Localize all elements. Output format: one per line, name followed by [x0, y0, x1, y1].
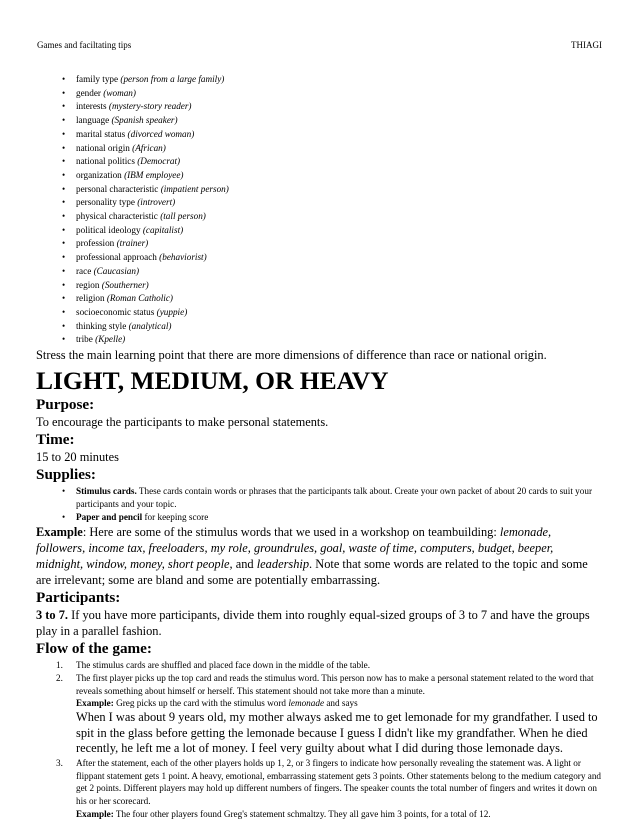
purpose-heading: Purpose: — [36, 396, 95, 414]
flow-steps — [36, 659, 602, 820]
list-item: • Stimulus cards. These cards contain words or phrases that the participants talk about. Create your own packet of about 20 cards to suit your participants and your topic. — [64, 485, 602, 511]
example-story: When I was about 9 years old, my mother always asked me to get lemonade for my grandfather. I used to spit in the glass before getting the lemonade because I guess I didn't like my grandfather. When he died recently, he left me a lot of money. I feel very guilty about what I did during those lemonade days. — [76, 709, 598, 756]
list-item: 3. After the statement, each of the other players holds up 1, 2, or 3 fingers to indicate how personally revealing the statement was. A light or flippant statement gets 1 point. A heavy, emotional, embarrassing statement gets 3 points. Other statements belong to the medium category and get 2 points. Different players may hold up different numbers of fingers. The speaker counts the total number of fingers and writes it down on his or her scorecard. Example: The four other players found Greg's statement schmaltzy. They all gave him 3 points, for a total of 12. — [56, 758, 602, 819]
example-paragraph: Example: Here are some of the stimulus words that we used in a workshop on teambuilding: lemonade, followers, income tax, freeloaders, my role, groundrules, goal, waste of time, computers, budget, beeper, midnight, window, money, short people, and leadership. Note that some words are related to the topic and some are irrelevant; some are bland and some are potentially embarrassing. — [36, 525, 588, 588]
participants-text: 3 to 7. If you have more participants, divide them into roughly equal-sized groups of 3 to 7 and have the groups play in a parallel fashion. — [36, 608, 590, 639]
list-item: • region (Southerner) — [64, 279, 602, 293]
list-item: • interests (mystery-story reader) — [64, 100, 602, 114]
supplies-list — [36, 485, 602, 523]
list-item: • physical characteristic (tall person) — [64, 210, 602, 224]
list-item: 1. The stimulus cards are shuffled and placed face down in the middle of the table. — [56, 660, 370, 671]
list-item: • socioeconomic status (yuppie) — [64, 306, 602, 320]
list-item: • Paper and pencil for keeping score — [64, 511, 602, 524]
header-right: THIAGI — [571, 40, 602, 50]
list-item: • thinking style (analytical) — [64, 320, 602, 334]
participants-heading: Participants: — [36, 589, 121, 607]
supplies-heading: Supplies: — [36, 466, 96, 484]
stress-note: Stress the main learning point that there are more dimensions of difference than race or national origin. — [36, 348, 547, 363]
list-item: • race (Caucasian) — [64, 265, 602, 279]
list-item: • professional approach (behaviorist) — [64, 251, 602, 265]
list-item: • marital status (divorced woman) — [64, 128, 602, 142]
purpose-text: To encourage the participants to make personal statements. — [36, 415, 329, 430]
page-content — [36, 73, 602, 820]
list-item: • personal characteristic (impatient person) — [64, 183, 602, 197]
list-item: • family type (person from a large family) — [64, 73, 602, 87]
list-item: • religion (Roman Catholic) — [64, 292, 602, 306]
time-heading: Time: — [36, 431, 75, 449]
list-item: • gender (woman) — [64, 87, 602, 101]
list-item: • profession (trainer) — [64, 237, 602, 251]
list-item: 2. The first player picks up the top card and reads the stimulus word. This person now has to make a personal statement related to the word that reveals something about himself or herself. This statement should not take more than a minute. Example: Greg picks up the card with the stimulus word lemonade and says When I was about 9 years old, my mother always asked me to get lemonade for my grandfather. I used to spit in the glass before getting the lemonade because I guess I didn't like my grandfather. When he died recently, he left me a lot of money. I feel very guilty about what I did during those lemonade days. — [64, 672, 602, 757]
header-left: Games and faciltating tips — [37, 40, 132, 50]
page-title: LIGHT, MEDIUM, OR HEAVY — [36, 366, 389, 396]
list-item: • national origin (African) — [64, 142, 602, 156]
flow-heading: Flow of the game: — [36, 640, 152, 658]
list-item: • organization (IBM employee) — [64, 169, 602, 183]
dimensions-list — [36, 73, 602, 347]
page-header — [37, 40, 602, 50]
list-item: • tribe (Kpelle) — [64, 333, 602, 347]
list-item: • national politics (Democrat) — [64, 155, 602, 169]
list-item: • language (Spanish speaker) — [64, 114, 602, 128]
list-item: • personality type (introvert) — [64, 196, 602, 210]
time-text: 15 to 20 minutes — [36, 450, 119, 465]
list-item: • political ideology (capitalist) — [64, 224, 602, 238]
